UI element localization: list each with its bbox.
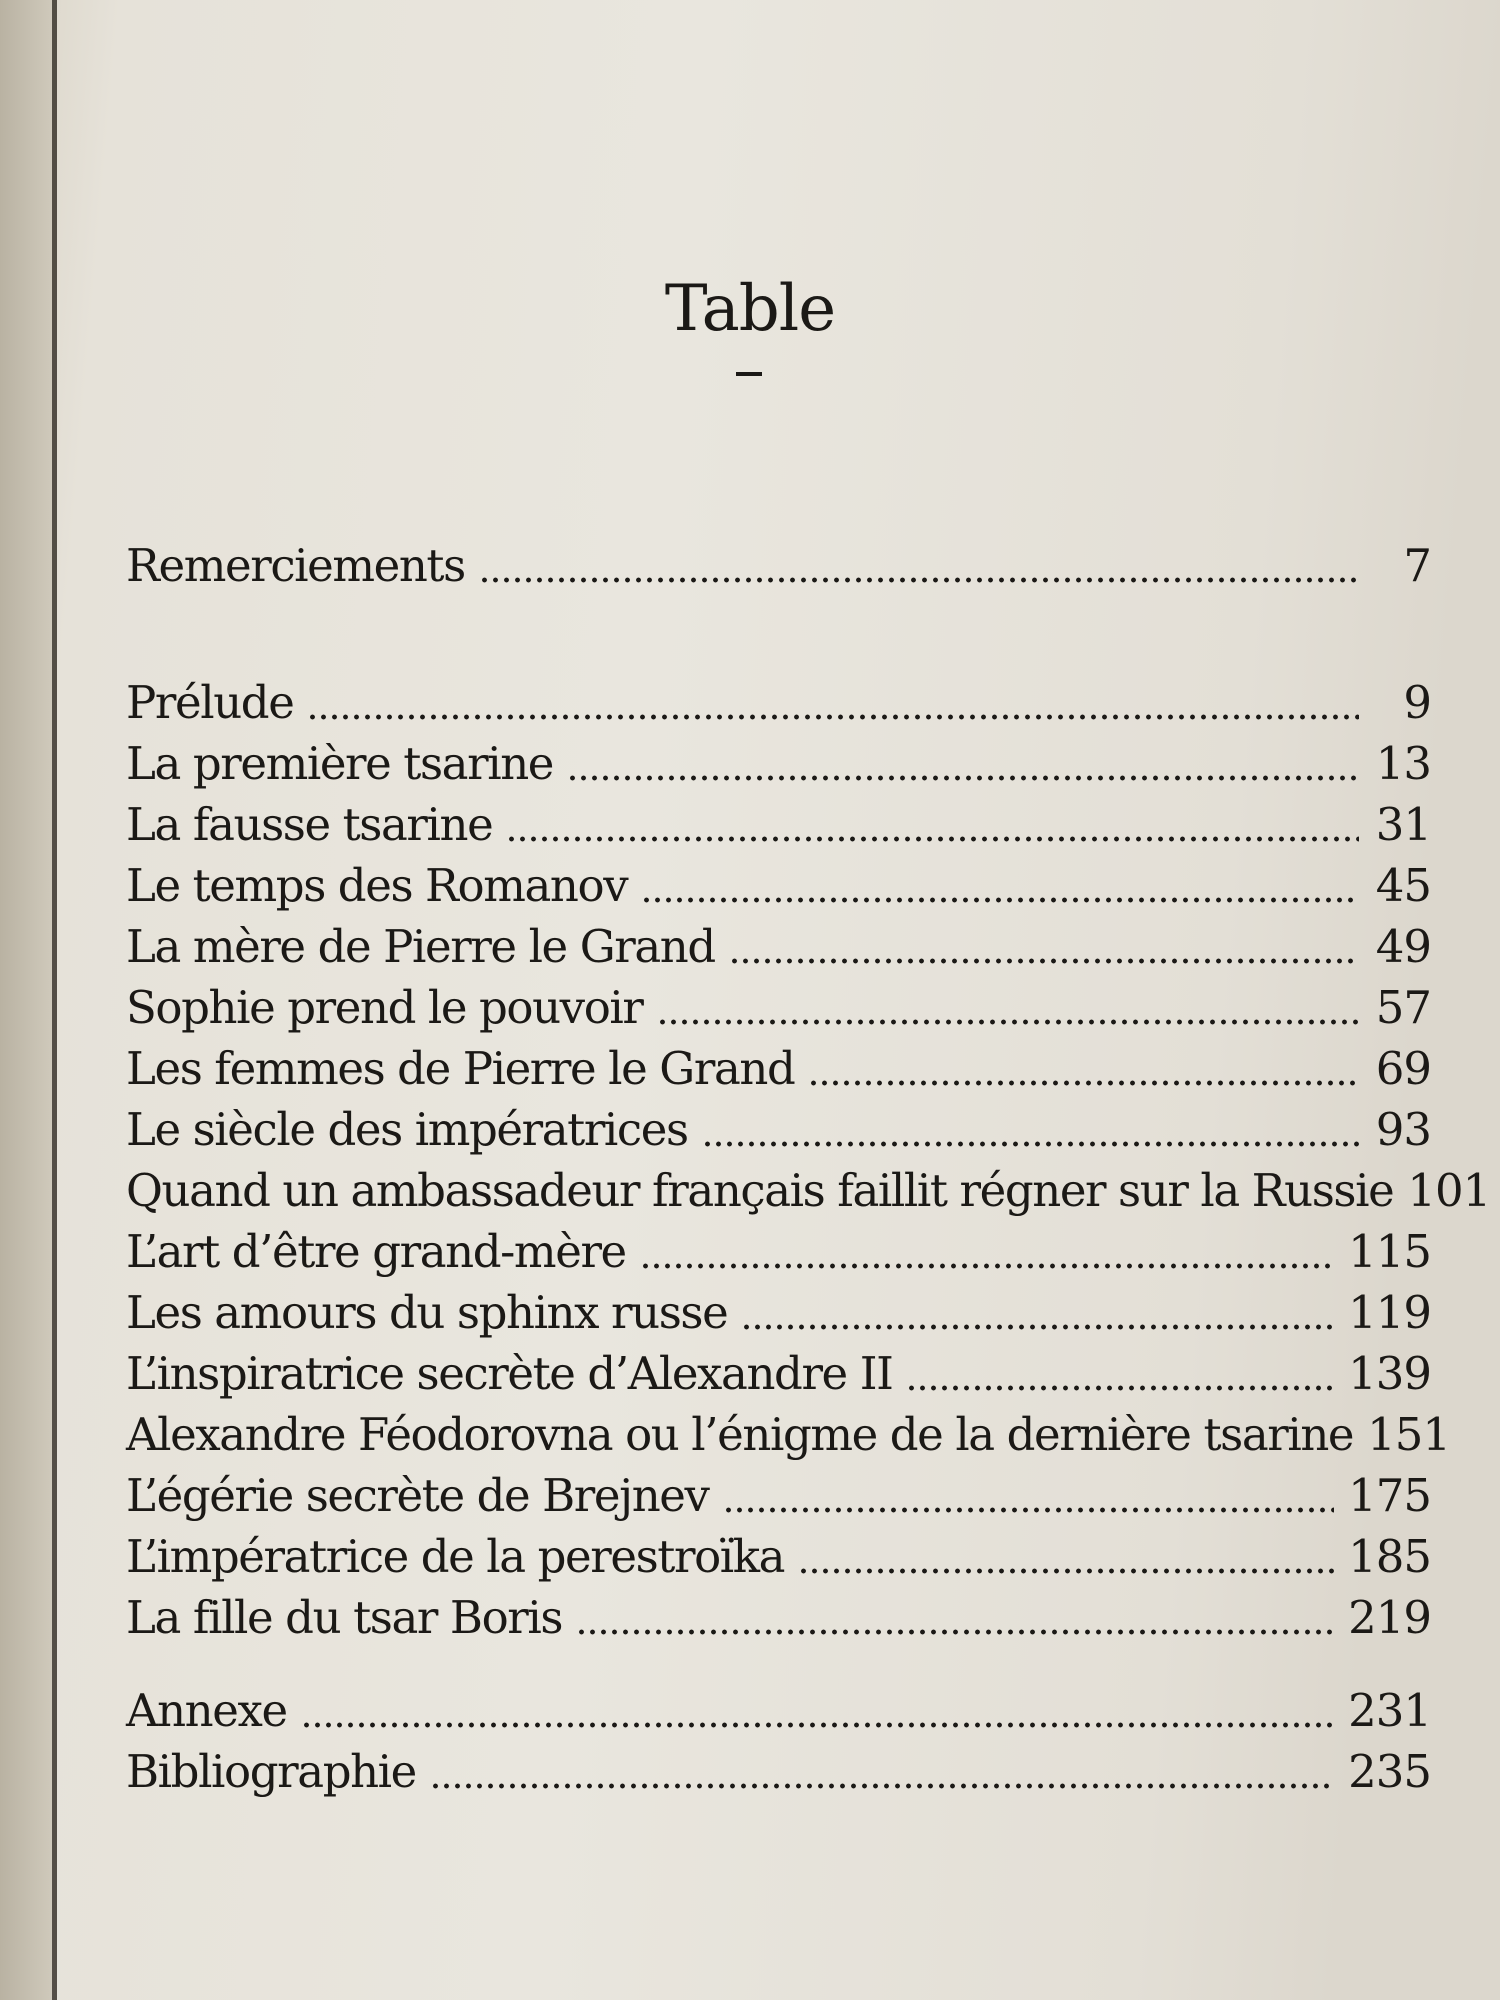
toc-section-chapters (126, 672, 1491, 1648)
toc-entry[interactable] (126, 1160, 1491, 1221)
toc-entry-label: La première tsarine (126, 737, 554, 790)
toc-entry-page: 31 (1375, 798, 1431, 851)
toc-entry-page: 219 (1348, 1591, 1431, 1644)
toc-entry[interactable] (126, 1404, 1451, 1465)
toc-entry-label: Bibliographie (126, 1745, 416, 1798)
dot-leader (741, 1318, 1334, 1336)
dot-leader (641, 891, 1359, 909)
toc-entry-page: 139 (1348, 1347, 1431, 1400)
toc-entry-label: Sophie prend le pouvoir (126, 981, 643, 1034)
dot-leader (567, 769, 1359, 787)
dot-leader (430, 1777, 1334, 1795)
dot-leader (657, 1013, 1359, 1031)
toc-entry-label: Les femmes de Pierre le Grand (126, 1042, 795, 1095)
toc-entry-label: La fille du tsar Boris (126, 1591, 563, 1644)
toc-entry-page: 151 (1367, 1408, 1451, 1461)
toc-entry-page: 9 (1403, 676, 1431, 729)
dot-leader (702, 1135, 1359, 1153)
page-title: Table (664, 272, 836, 346)
toc-entry-page: 115 (1348, 1225, 1431, 1278)
toc-entry-page: 235 (1348, 1745, 1431, 1798)
toc-entry-label: Le siècle des impératrices (126, 1103, 688, 1156)
toc-entry-page: 93 (1375, 1103, 1431, 1156)
toc-entry[interactable] (126, 1526, 1431, 1587)
toc-entry-page: 45 (1375, 859, 1431, 912)
toc-entry-label: Le temps des Romanov (126, 859, 628, 912)
toc-entry[interactable] (126, 977, 1431, 1038)
toc-entry[interactable] (126, 1465, 1431, 1526)
dot-leader (729, 952, 1359, 970)
toc-entry[interactable] (126, 733, 1431, 794)
title-dash-divider (736, 372, 762, 376)
toc-entry[interactable] (126, 1099, 1431, 1160)
toc-entry-page: 49 (1375, 920, 1431, 973)
toc-entry-label: Annexe (126, 1684, 287, 1737)
toc-entry-label: L’égérie secrète de Brejnev (126, 1469, 709, 1522)
toc-entry[interactable] (126, 916, 1431, 977)
toc-entry[interactable] (126, 855, 1431, 916)
dot-leader (906, 1379, 1334, 1397)
toc-entry[interactable] (126, 794, 1431, 855)
toc-entry[interactable] (126, 672, 1431, 733)
dot-leader (640, 1257, 1334, 1275)
toc-entry-page: 13 (1375, 737, 1431, 790)
toc-entry[interactable] (126, 1680, 1431, 1741)
toc-entry-page: 57 (1375, 981, 1431, 1034)
toc-entry-label: Quand un ambassadeur français faillit régner sur la Russie (126, 1164, 1394, 1217)
toc-entry-page: 69 (1375, 1042, 1431, 1095)
toc-entry-page: 7 (1403, 539, 1431, 592)
toc-entry-label: L’art d’être grand-mère (126, 1225, 626, 1278)
dot-leader (723, 1501, 1335, 1519)
dot-leader (479, 571, 1359, 589)
dot-leader (808, 1074, 1359, 1092)
dot-leader (307, 708, 1359, 726)
toc-entry-label: Alexandre Féodorovna ou l’énigme de la dernière tsarine (126, 1408, 1354, 1461)
toc-entry-page: 185 (1348, 1530, 1431, 1583)
toc-entry-page: 231 (1348, 1684, 1431, 1737)
toc-entry-label: La mère de Pierre le Grand (126, 920, 715, 973)
dot-leader (798, 1562, 1334, 1580)
toc-entry[interactable] (126, 1038, 1431, 1099)
toc-section-back (126, 1680, 1431, 1802)
toc-entry-label: Les amours du sphinx russe (126, 1286, 728, 1339)
toc-entry-label: Prélude (126, 676, 294, 729)
toc-entry-label: Remerciements (126, 539, 465, 592)
toc-section-front (126, 535, 1431, 596)
toc-entry-label: L’impératrice de la perestroïka (126, 1530, 785, 1583)
toc-entry-page: 119 (1348, 1286, 1431, 1339)
dot-leader (576, 1623, 1334, 1641)
dot-leader (506, 830, 1359, 848)
toc-entry-label: La fausse tsarine (126, 798, 493, 851)
toc-entry[interactable] (126, 1221, 1431, 1282)
toc-entry-page: 101 (1407, 1164, 1491, 1217)
toc-entry[interactable] (126, 1282, 1431, 1343)
dot-leader (301, 1716, 1334, 1734)
toc-entry[interactable] (126, 1587, 1431, 1648)
toc-entry[interactable] (126, 1343, 1431, 1404)
toc-entry-page: 175 (1348, 1469, 1431, 1522)
toc-entry-label: L’inspiratrice secrète d’Alexandre II (126, 1347, 893, 1400)
toc-entry[interactable] (126, 1741, 1431, 1802)
toc-entry[interactable] (126, 535, 1431, 596)
